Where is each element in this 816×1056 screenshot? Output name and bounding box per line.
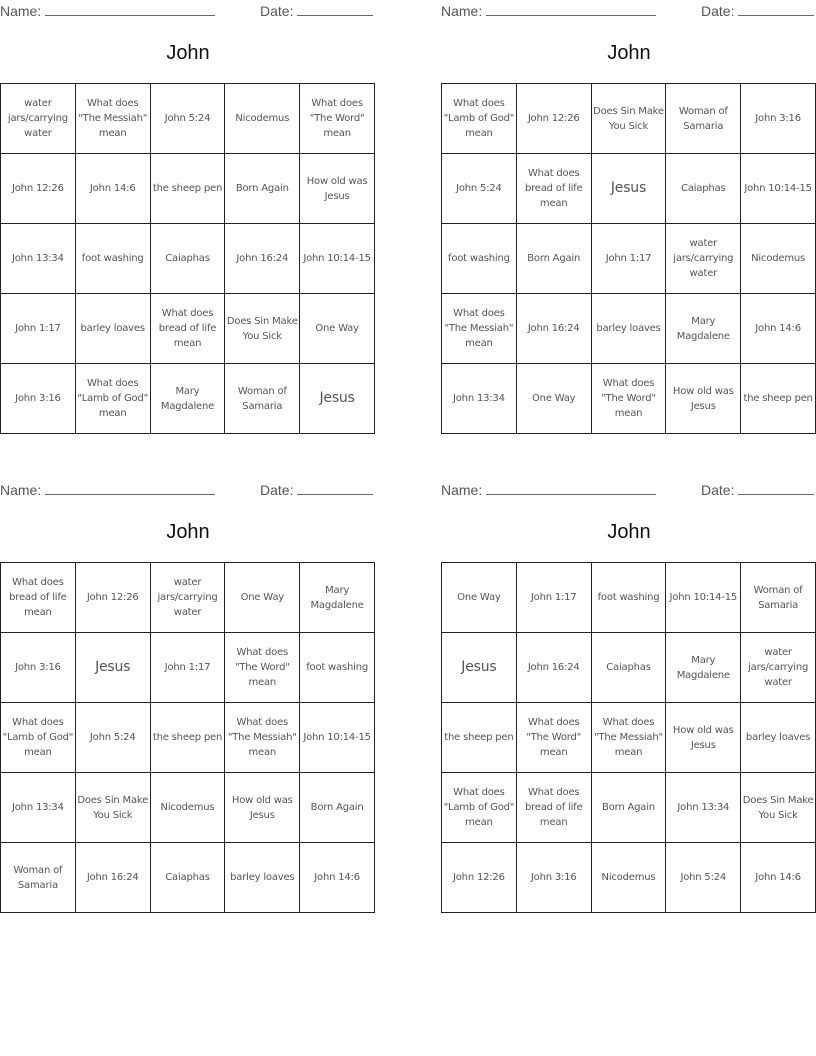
card-header [441,479,816,499]
name-label: Name: [0,482,42,498]
bingo-cell: Woman of Samaria [741,563,816,633]
date-field [260,481,373,498]
date-label: Date: [260,3,294,19]
bingo-cell: One Way [225,563,300,633]
name-line [45,2,215,16]
bingo-cell: Does Sin Make You Sick [225,294,300,364]
bingo-cell: Mary Magdalene [151,364,226,434]
bingo-cell: John 10:14-15 [666,563,741,633]
bingo-cell: the sheep pen [151,154,226,224]
bingo-cell: John 3:16 [1,364,76,434]
bingo-cell: John 12:26 [517,84,592,154]
date-line [297,2,373,16]
bingo-cell: the sheep pen [442,703,517,773]
bingo-cell: What does bread of life mean [1,563,76,633]
bingo-cell: John 12:26 [76,563,151,633]
bingo-cell: Nicodemus [151,773,226,843]
bingo-cell: Mary Magdalene [666,294,741,364]
bingo-cell: John 14:6 [741,843,816,913]
bingo-cell: John 14:6 [76,154,151,224]
bingo-cell: Nicodemus [741,224,816,294]
bingo-grid [0,562,375,913]
bingo-cell: John 16:24 [517,633,592,703]
bingo-cell: What does "The Messiah" mean [76,84,151,154]
bingo-cell: John 13:34 [1,224,76,294]
bingo-cell: What does bread of life mean [517,154,592,224]
bingo-cell: water jars/carrying water [1,84,76,154]
bingo-cell: How old was Jesus [666,364,741,434]
bingo-grid [441,83,816,434]
name-line [486,2,656,16]
bingo-cell: What does "Lamb of God" mean [442,84,517,154]
bingo-cell: John 12:26 [442,843,517,913]
bingo-cell: How old was Jesus [225,773,300,843]
bingo-cell: What does "The Messiah" mean [592,703,667,773]
bingo-cell: John 10:14-15 [741,154,816,224]
bingo-cell: Caiaphas [151,224,226,294]
bingo-cell: Nicodemus [592,843,667,913]
bingo-cell: Caiaphas [592,633,667,703]
date-label: Date: [701,482,735,498]
bingo-cell: Born Again [225,154,300,224]
bingo-cell: John 14:6 [741,294,816,364]
bingo-cell: Caiaphas [666,154,741,224]
bingo-cell: Jesus [592,154,667,224]
bingo-cell: water jars/carrying water [666,224,741,294]
card-title: John [607,42,651,64]
bingo-cell: foot washing [300,633,375,703]
bingo-cell: Born Again [517,224,592,294]
bingo-cell: John 13:34 [666,773,741,843]
date-line [738,481,814,495]
bingo-cell: John 13:34 [1,773,76,843]
bingo-cell: What does bread of life mean [151,294,226,364]
bingo-cell: barley loaves [225,843,300,913]
bingo-cell: Woman of Samaria [1,843,76,913]
bingo-cell: Mary Magdalene [666,633,741,703]
bingo-cell: John 16:24 [517,294,592,364]
date-label: Date: [260,482,294,498]
bingo-cell: barley loaves [76,294,151,364]
bingo-cell: Woman of Samaria [225,364,300,434]
bingo-cell: John 10:14-15 [300,703,375,773]
card-header [0,479,376,499]
bingo-cell: foot washing [442,224,517,294]
bingo-cell: John 5:24 [442,154,517,224]
bingo-cell: John 1:17 [151,633,226,703]
bingo-cell: barley loaves [592,294,667,364]
name-label: Name: [441,482,483,498]
card-title: John [166,521,210,543]
bingo-cell: John 13:34 [442,364,517,434]
bingo-cell: What does "The Word" mean [592,364,667,434]
date-field [701,2,814,19]
bingo-cell: What does "Lamb of God" mean [442,773,517,843]
bingo-cell: John 14:6 [300,843,375,913]
bingo-cell: What does "The Messiah" mean [442,294,517,364]
bingo-cell: Born Again [300,773,375,843]
bingo-cell: What does "The Word" mean [517,703,592,773]
bingo-cell: Caiaphas [151,843,226,913]
bingo-cell: water jars/carrying water [741,633,816,703]
bingo-grid [0,83,375,434]
bingo-cell: How old was Jesus [666,703,741,773]
bingo-cell: What does "The Messiah" mean [225,703,300,773]
name-line [486,481,656,495]
bingo-cell: What does "Lamb of God" mean [76,364,151,434]
bingo-cell: Does Sin Make You Sick [76,773,151,843]
name-field [441,481,656,498]
bingo-cell: John 10:14-15 [300,224,375,294]
bingo-cell: foot washing [592,563,667,633]
card-header [441,0,816,20]
card-title: John [607,521,651,543]
bingo-cell: John 3:16 [1,633,76,703]
bingo-cell: Mary Magdalene [300,563,375,633]
name-label: Name: [441,3,483,19]
bingo-cell: John 1:17 [592,224,667,294]
name-field [0,481,215,498]
name-field [0,2,215,19]
bingo-cell: Woman of Samaria [666,84,741,154]
bingo-cell: John 1:17 [1,294,76,364]
bingo-cell: water jars/carrying water [151,563,226,633]
bingo-cell: Jesus [300,364,375,434]
bingo-cell: One Way [300,294,375,364]
bingo-cell: John 1:17 [517,563,592,633]
name-field [441,2,656,19]
bingo-cell: John 5:24 [151,84,226,154]
date-field [701,481,814,498]
bingo-cell: John 5:24 [76,703,151,773]
bingo-cell: Born Again [592,773,667,843]
bingo-cell: John 16:24 [225,224,300,294]
bingo-grid [441,562,816,913]
bingo-cell: the sheep pen [741,364,816,434]
bingo-cell: John 16:24 [76,843,151,913]
bingo-cell: John 5:24 [666,843,741,913]
bingo-cell: One Way [442,563,517,633]
bingo-cell: What does bread of life mean [517,773,592,843]
bingo-cell: foot washing [76,224,151,294]
card-title: John [166,42,210,64]
date-field [260,2,373,19]
bingo-cell: How old was Jesus [300,154,375,224]
date-label: Date: [701,3,735,19]
name-label: Name: [0,3,42,19]
date-line [738,2,814,16]
bingo-cell: Does Sin Make You Sick [592,84,667,154]
bingo-cell: John 12:26 [1,154,76,224]
bingo-cell: What does "The Word" mean [300,84,375,154]
bingo-cell: John 3:16 [741,84,816,154]
bingo-cell: Does Sin Make You Sick [741,773,816,843]
name-line [45,481,215,495]
bingo-cell: barley loaves [741,703,816,773]
bingo-cell: John 3:16 [517,843,592,913]
date-line [297,481,373,495]
bingo-cell: the sheep pen [151,703,226,773]
bingo-cell: Jesus [76,633,151,703]
bingo-cell: What does "The Word" mean [225,633,300,703]
bingo-cell: Nicodemus [225,84,300,154]
bingo-cell: Jesus [442,633,517,703]
bingo-cell: One Way [517,364,592,434]
bingo-cell: What does "Lamb of God" mean [1,703,76,773]
card-header [0,0,376,20]
